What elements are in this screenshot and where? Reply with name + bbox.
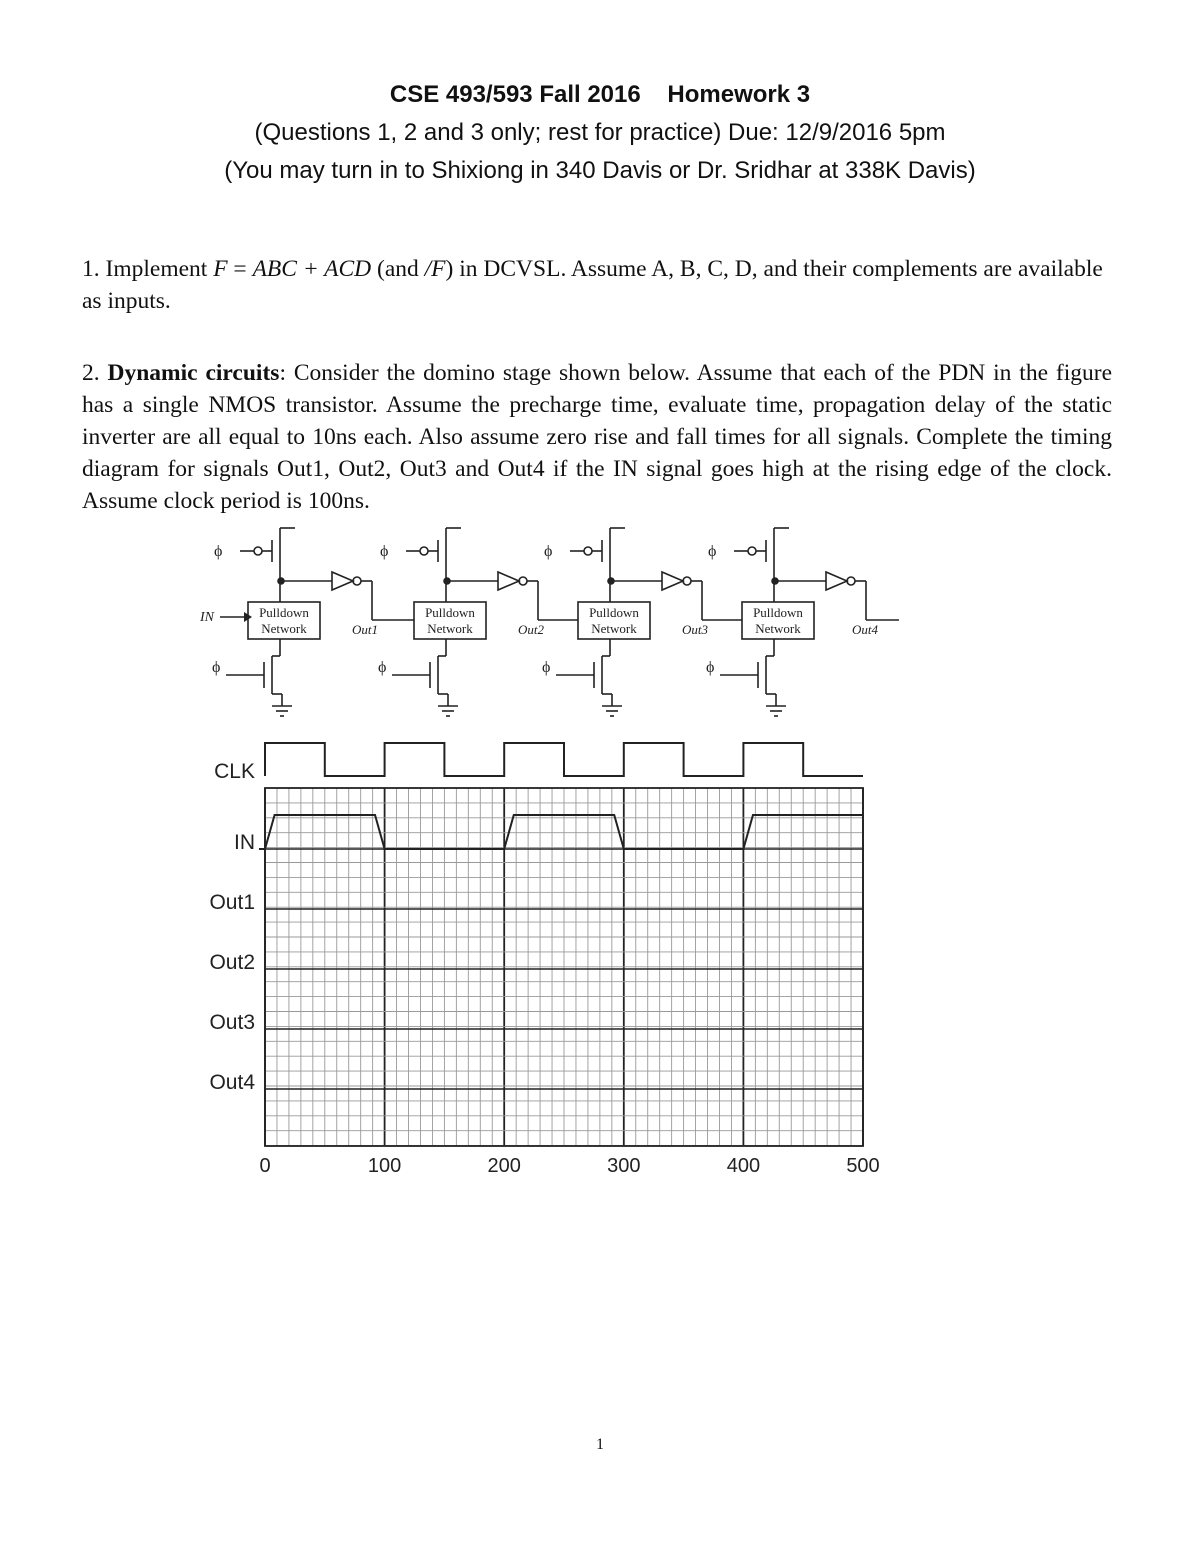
phi-label: ϕ xyxy=(378,659,387,676)
signal-label-in: IN xyxy=(234,831,255,854)
q1-text-pre: Implement xyxy=(105,256,208,282)
inverter-triangle xyxy=(498,572,519,590)
signal-label-clk: CLK xyxy=(214,760,255,783)
q1-text-post: ) in DCVSL. Assume A, B, C, D, and their complements are available as inputs. xyxy=(82,256,1103,314)
domino-circuit-figure xyxy=(0,520,1200,725)
x-tick-label: 200 xyxy=(487,1155,521,1177)
inverter-triangle xyxy=(826,572,847,590)
inverter-triangle xyxy=(332,572,353,590)
x-tick-label: 400 xyxy=(726,1155,761,1177)
signal-label-out2: Out2 xyxy=(209,951,255,974)
title-line xyxy=(0,80,1200,110)
inverter-triangle xyxy=(662,572,683,590)
x-tick-label: 300 xyxy=(607,1155,641,1177)
clk-waveform xyxy=(265,743,863,776)
course-title: CSE 493/593 Fall 2016 xyxy=(389,81,641,108)
timing-grid xyxy=(265,788,863,1146)
q1-eq: = xyxy=(227,256,253,282)
x-tick-label: 0 xyxy=(259,1155,271,1177)
pmos-bubble xyxy=(748,547,756,555)
pmos-bubble xyxy=(254,547,262,555)
x-tick-label: 100 xyxy=(367,1155,402,1177)
q2-number: 2. xyxy=(82,360,100,386)
q1-and: (and xyxy=(371,256,425,282)
phi-label: ϕ xyxy=(214,543,223,560)
signal-label-out4: Out4 xyxy=(209,1071,255,1094)
pmos-bubble xyxy=(420,547,428,555)
q1-f: F xyxy=(213,256,228,282)
phi-label: ϕ xyxy=(706,659,715,676)
domino-stages xyxy=(212,528,899,716)
q1-fbar: /F xyxy=(424,256,446,282)
in-label: IN xyxy=(200,610,214,625)
pdn-label-1: Pulldown xyxy=(589,605,639,620)
q1-expression: ABC + ACD xyxy=(252,256,372,282)
phi-label: ϕ xyxy=(708,543,717,560)
question-2 xyxy=(82,357,1112,517)
phi-label: ϕ xyxy=(542,659,551,676)
x-tick-label: 500 xyxy=(846,1155,880,1177)
output-label-1: Out1 xyxy=(352,622,378,637)
phi-label: ϕ xyxy=(380,543,389,560)
in-waveform xyxy=(259,815,863,849)
pmos-bubble xyxy=(584,547,592,555)
pdn-label-1: Pulldown xyxy=(425,605,475,620)
pdn-label-2: Network xyxy=(591,621,637,636)
input-label xyxy=(199,610,252,625)
q1-number: 1. xyxy=(82,256,100,282)
page-number: 1 xyxy=(596,1436,604,1453)
pdn-label-2: Network xyxy=(261,621,307,636)
turn-in-line: (You may turn in to Shixiong in 340 Davis or Dr. Sridhar at 338K Davis) xyxy=(224,157,976,184)
pdn-label-2: Network xyxy=(427,621,473,636)
output-label-4: Out4 xyxy=(852,622,878,637)
pdn-label-1: Pulldown xyxy=(753,605,803,620)
phi-label: ϕ xyxy=(212,659,221,676)
pdn-label-2: Network xyxy=(755,621,801,636)
phi-label: ϕ xyxy=(544,543,553,560)
signal-label-out1: Out1 xyxy=(209,891,255,914)
due-line: (Questions 1, 2 and 3 only; rest for practice) Due: 12/9/2016 5pm xyxy=(254,119,946,146)
pdn-label-1: Pulldown xyxy=(259,605,309,620)
question-1 xyxy=(82,253,1112,317)
output-label-3: Out3 xyxy=(682,622,708,637)
assignment-title: Homework 3 xyxy=(667,81,811,108)
timing-diagram xyxy=(0,730,1200,1190)
signal-label-out3: Out3 xyxy=(209,1011,255,1034)
q2-title: Dynamic circuits xyxy=(107,360,280,386)
stage-4 xyxy=(706,528,899,716)
q2-body: : Consider the domino stage shown below. Assume that each of the PDN in the figure has a single NMOS transistor. Assume the precharge time, evaluate time, propagation delay of the static inverter are all equal to 10ns each. Also assume zero rise and fall times for all signals. Complete the timing diagram for signals Out1, Out2, Out3 and Out4 if the IN signal goes high at the rising edge of the clock. Assume clock period is 100ns. xyxy=(82,360,1113,514)
output-label-2: Out2 xyxy=(518,622,544,637)
